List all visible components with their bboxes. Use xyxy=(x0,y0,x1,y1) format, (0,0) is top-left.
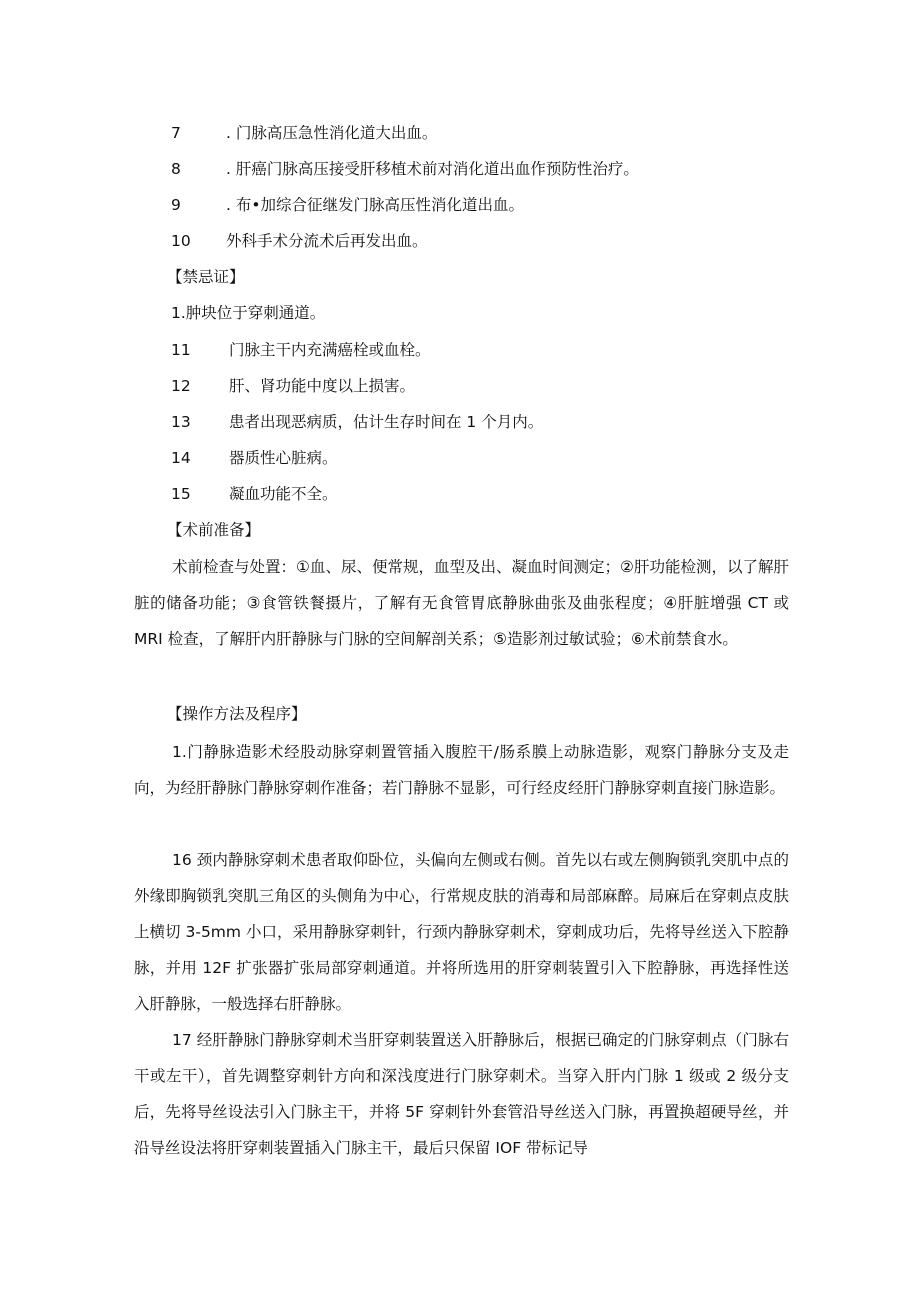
paragraph-procedure-2: 16 颈内静脉穿刺术患者取仰卧位，头偏向左侧或右侧。首先以右或左侧胸锁乳突肌中点的外缘即胸锁乳突肌三角区的头侧角为中心，行常规皮肤的消毒和局部麻醉。局麻后在穿刺点皮肤上横切 3-5mm 小口，采用静脉穿刺针，行颈内静脉穿刺术，穿刺成功后，先将导丝送入下腔静脉，并用 12F 扩张器扩张局部穿刺通道。并将所选用的肝穿刺装置引入下腔静脉，再选择性送入肝静脉，一般选择右肝静脉。 xyxy=(134,851,789,1013)
section-heading-contraindications: 【禁忌证】 xyxy=(167,268,245,286)
list-text: 肝、肾功能中度以上损害。 xyxy=(229,377,416,395)
paragraph-preop: 术前检查与处置：①血、尿、便常规，血型及出、凝血时间测定；②肝功能检测，以了解肝脏的储备功能；③食管铁餐摄片，了解有无食管胃底静脉曲张及曲张程度；④肝脏增强 CT 或 MRI 检查，了解肝内肝静脉与门脉的空间解剖关系；⑤造影剂过敏试验；⑥术前禁食水。 xyxy=(134,558,789,648)
list-text: . 布•加综合征继发门脉高压性消化道出血。 xyxy=(226,196,524,214)
list-text: 外科手术分流术后再发出血。 xyxy=(226,232,428,250)
list-number: 9 xyxy=(171,196,181,214)
list-text: 器质性心脏病。 xyxy=(229,449,338,467)
list-text: . 肝癌门脉高压接受肝移植术前对消化道出血作预防性治疗。 xyxy=(226,160,639,178)
paragraph-procedure-1: 1.门静脉造影术经股动脉穿刺置管插入腹腔干/肠系膜上动脉造影，观察门静脉分支及走向，为经肝静脉门静脉穿刺作准备；若门静脉不显影，可行经皮经肝门静脉穿刺直接门脉造影。 xyxy=(134,743,789,797)
list-number: 10 xyxy=(171,232,191,250)
list-number: 13 xyxy=(171,413,191,431)
list-number: 14 xyxy=(171,449,191,467)
list-number: 12 xyxy=(171,377,191,395)
paragraph-procedure-3: 17 经肝静脉门静脉穿刺术当肝穿刺装置送入肝静脉后，根据已确定的门脉穿刺点（门脉右干或左干），首先调整穿刺针方向和深浅度进行门脉穿刺术。当穿入肝内门脉 1 级或 2 级分支后，先将导丝设法引入门脉主干，并将 5F 穿刺针外套管沿导丝送入门脉，再置换超硬导丝，并沿导丝设法将肝穿刺装置插入门脉主干，最后只保留 IOF 带标记导 xyxy=(134,1031,789,1157)
list-text: 患者出现恶病质，估计生存时间在 1 个月内。 xyxy=(229,413,544,431)
list-number: 8 xyxy=(171,160,181,178)
list-text: 凝血功能不全。 xyxy=(229,485,338,503)
list-item: 1.肿块位于穿刺通道。 xyxy=(171,304,326,322)
list-number: 15 xyxy=(171,485,191,503)
list-text: . 门脉高压急性消化道大出血。 xyxy=(226,124,438,142)
list-text: 门脉主干内充满癌栓或血栓。 xyxy=(229,341,431,359)
section-heading-procedure: 【操作方法及程序】 xyxy=(167,705,307,723)
list-number: 11 xyxy=(171,341,191,359)
section-heading-preop: 【术前准备】 xyxy=(167,521,261,539)
list-number: 7 xyxy=(171,124,181,142)
